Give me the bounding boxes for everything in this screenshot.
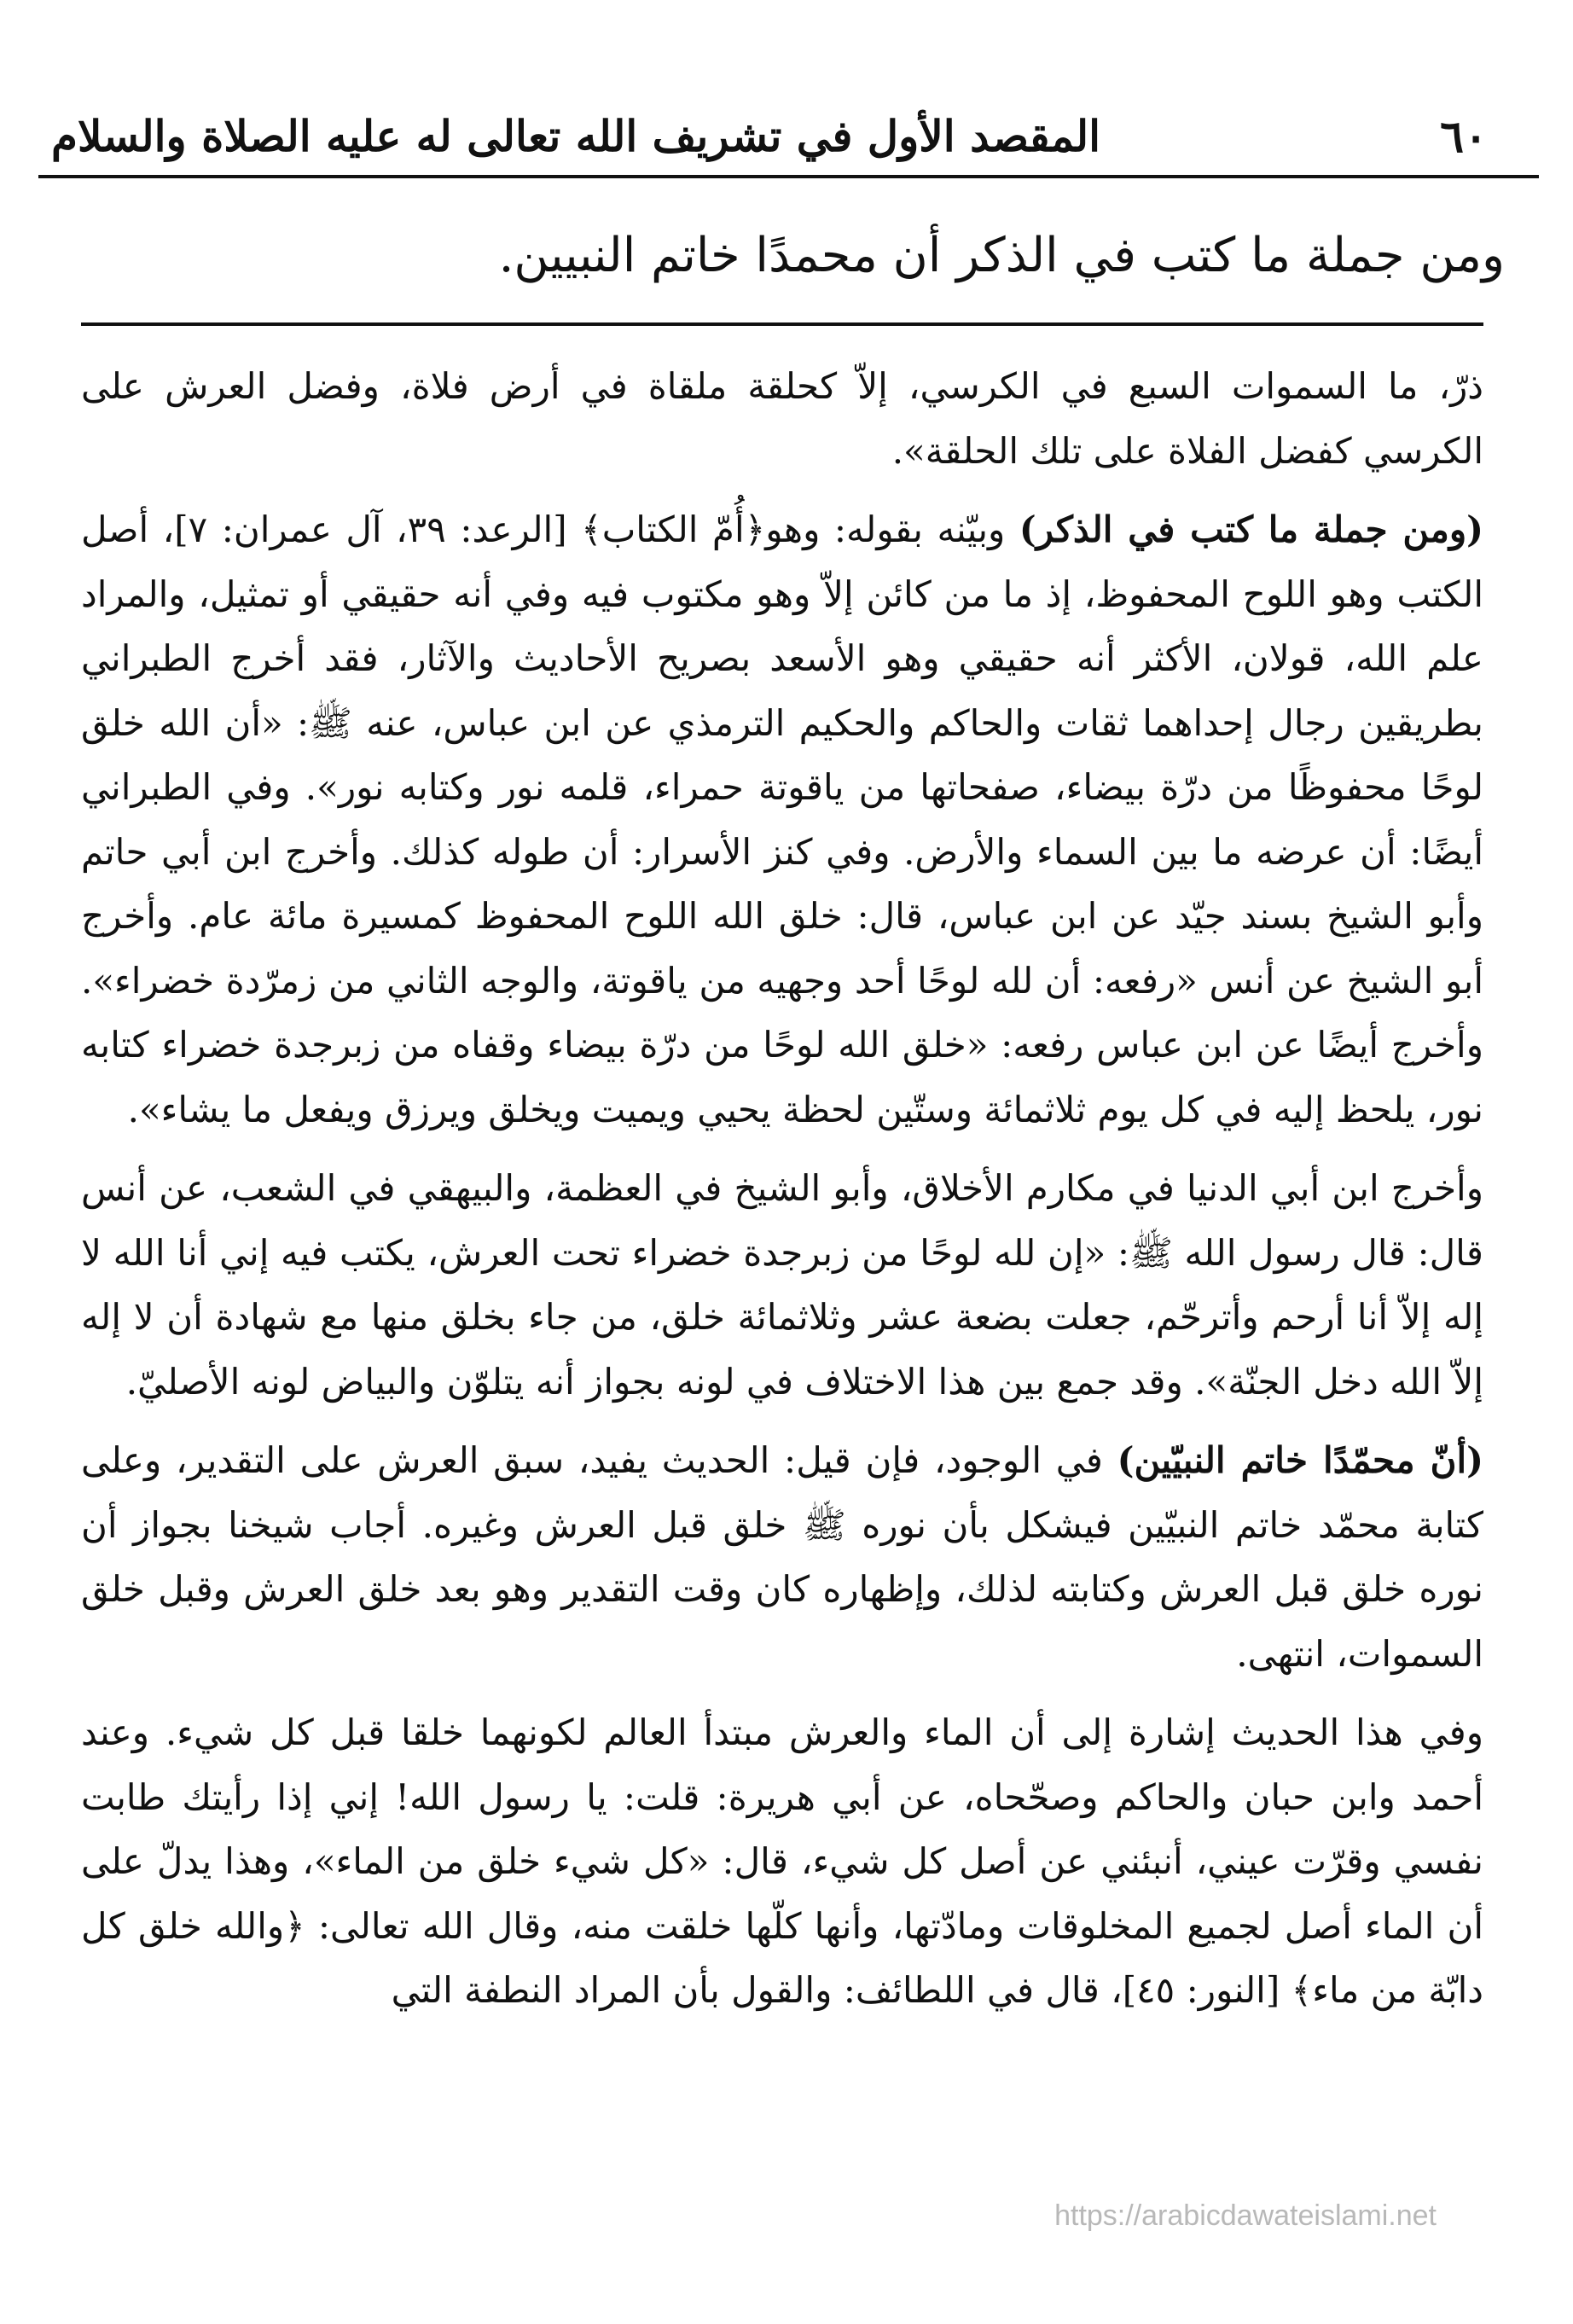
page-number: ٦٠: [1440, 111, 1488, 163]
commentary-paragraph-3: وأخرج ابن أبي الدنيا في مكارم الأخلاق، وأبو الشيخ في العظمة، والبيهقي في الشعب، عن أنس قال: قال رسول الله ﷺ: «إن لله لوحًا من زبرجدة خضراء تحت العرش، يكتب فيه إني أنا الله لا إله إلاّ أنا أرحم وأترحّم، جعلت بضعة عشر وثلاثمائة خلق، من جاء بخلق منها مع شهادة أن لا إله إلاّ الله دخل الجنّة». وقد جمع بين هذا الاختلاف في لونه بجواز أنه يتلوّن والبياض لونه الأصليّ.: [81, 1167, 1483, 1403]
commentary-paragraph-4-text: في الوجود، فإن قيل: الحديث يفيد، سبق العرش على التقدير، وعلى كتابة محمّد خاتم النبيّين فيشكل بأن نوره ﷺ خلق قبل العرش وغيره. أجاب شيخنا بجواز أن نوره خلق قبل العرش وكتابته لذلك، وإظهاره كان وقت التقدير وهو بعد خلق العرش وقبل خلق السموات، انتهى.: [81, 1439, 1484, 1675]
matn-separator-rule: [81, 322, 1483, 326]
running-title: المقصد الأول في تشريف الله تعالى له عليه الصلاة والسلام: [51, 111, 1101, 161]
commentary-paragraph-2: [81, 497, 1483, 1142]
watermark-url: https://arabicdawateislami.net: [1054, 2199, 1437, 2232]
commentary-paragraph-1: ذرّ، ما السموات السبع في الكرسي، إلاّ كحلقة ملقاة في أرض فلاة، وفضل العرش على الكرسي كفضل الفلاة على تلك الحلقة».: [81, 365, 1483, 472]
matn-text: ومن جملة ما كتب في الذكر أن محمدًا خاتم النبيين.: [498, 228, 1505, 283]
commentary-body: [81, 354, 1483, 2037]
header-rule: [38, 175, 1539, 178]
commentary-paragraph-2-text: وبيّنه بقوله: وهو﴿أُمّ الكتاب﴾ [الرعد: ٣٩، آل عمران: ٧]، أصل الكتب وهو اللوح المحفوظ، إذ ما من كائن إلاّ وهو مكتوب فيه وفي أنه حقيقي أو تمثيل، والمراد علم الله، قولان، الأكثر أنه حقيقي وهو الأسعد بصريح الأحاديث والآثار، فقد أخرج الطبراني بطريقين رجال إحداهما ثقات والحاكم والحكيم الترمذي عن ابن عباس، عنه ﷺ: «أن الله خلق لوحًا محفوظًا من درّة بيضاء، صفحاتها من ياقوتة حمراء، قلمه نور وكتابه نور». وفي الطبراني أيضًا: أن عرضه ما بين السماء والأرض. وفي كنز الأسرار: أن طوله كذلك. وأخرج ابن أبي حاتم وأبو الشيخ بسند جيّد عن ابن عباس، قال: خلق الله اللوح المحفوظ كمسيرة مائة عام. وأخرج أبو الشيخ عن أنس «رفعه: أن لله لوحًا أحد وجهيه من ياقوتة، والوجه الثاني من زمرّدة خضراء». وأخرج أيضًا عن ابن عباس رفعه: «خلق الله لوحًا من درّة بيضاء وقفاه من زبرجدة خضراء كتابه نور، يلحظ إليه في كل يوم ثلاثمائة وستّين لحظة يحيي ويميت ويخلق ويرزق ويفعل ما يشاء».: [81, 508, 1483, 1130]
commentary-paragraph-5: وفي هذا الحديث إشارة إلى أن الماء والعرش مبتدأ العالم لكونهما خلقا قبل كل شيء. وعند أحمد وابن حبان والحاكم وصحّحاه، عن أبي هريرة: قلت: يا رسول الله! إني إذا رأيتك طابت نفسي وقرّت عيني، أنبئني عن أصل كل شيء، قال: «كل شيء خلق من الماء»، وهذا يدلّ على أن الماء أصل لجميع المخلوقات ومادّتها، وأنها كلّها خلقت منه، وقال الله تعالى: ﴿والله خلق كل دابّة من ماء﴾ [النور: ٤٥]، قال في اللطائف: والقول بأن المراد النطفة التي: [81, 1711, 1483, 2011]
matn-quote-lead: (ومن جملة ما كتب في الذكر): [1019, 508, 1483, 550]
commentary-paragraph-4: [81, 1428, 1483, 1686]
matn-quote-lead: (أنّ محمّدًا خاتم النبيّين): [1117, 1439, 1483, 1481]
running-header: [34, 102, 1539, 179]
